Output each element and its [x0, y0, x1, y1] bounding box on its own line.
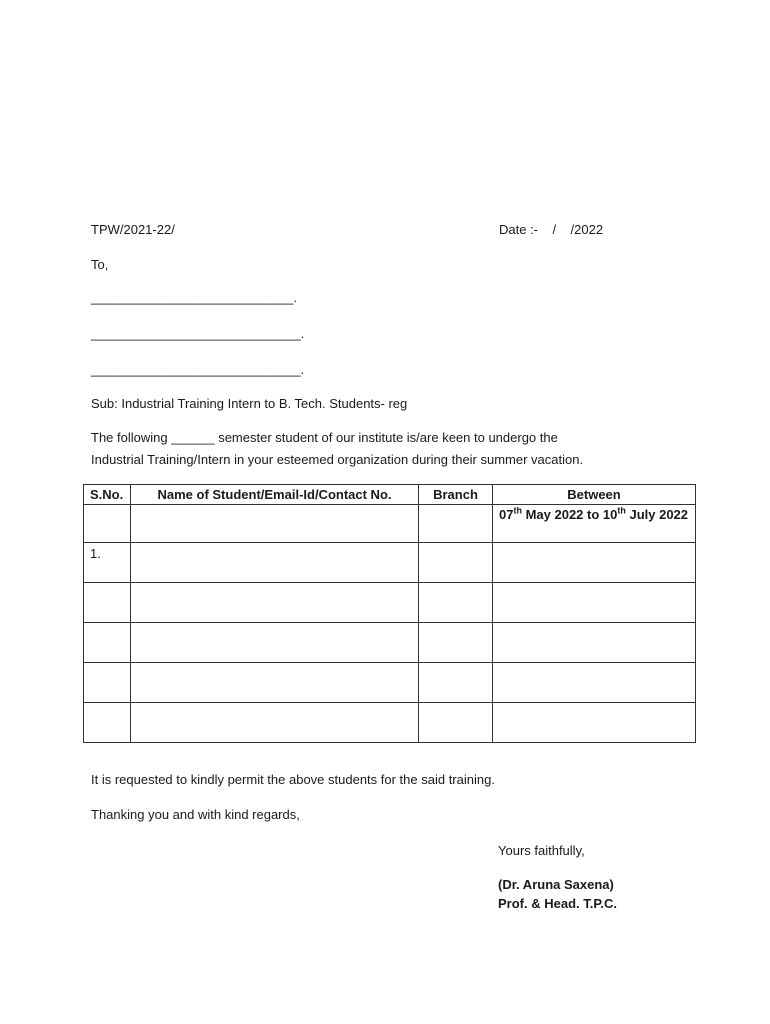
table-cell	[131, 505, 419, 543]
salutation: To,	[91, 257, 109, 272]
body-text-line-2: Industrial Training/Intern in your esteemed organization during their summer vacation.	[91, 452, 584, 467]
table-cell	[131, 703, 419, 743]
address-line-1: ____________________________.	[91, 290, 298, 305]
table-cell	[419, 623, 493, 663]
header-sno: S.No.	[84, 485, 131, 505]
table-cell	[493, 623, 696, 663]
closing-line: Thanking you and with kind regards,	[91, 807, 300, 822]
header-branch: Branch	[419, 485, 493, 505]
table-cell	[493, 703, 696, 743]
body-text-line-1: The following ______ semester student of our institute is/are keen to undergo the	[91, 430, 558, 445]
table-cell	[131, 663, 419, 703]
header-student-details: Name of Student/Email-Id/Contact No.	[131, 485, 419, 505]
row-sno	[84, 703, 131, 743]
reference-number: TPW/2021-22/	[91, 222, 175, 237]
table-cell	[493, 663, 696, 703]
period-middle: May 2022 to 10	[521, 507, 618, 522]
table-cell	[131, 543, 419, 583]
period-end: July 2022	[625, 507, 689, 522]
table-row	[84, 543, 696, 583]
table-row	[84, 583, 696, 623]
table-row	[84, 663, 696, 703]
request-line: It is requested to kindly permit the above students for the said training.	[91, 772, 495, 787]
training-period	[493, 505, 696, 543]
signatory-title: Prof. & Head. T.P.C.	[498, 896, 617, 911]
row-sno: 1.	[84, 543, 131, 583]
period-start-suffix: th	[513, 505, 522, 516]
table-header-row	[84, 485, 696, 505]
date-line: Date :- / /2022	[499, 222, 604, 237]
table-row	[84, 623, 696, 663]
table-cell	[131, 583, 419, 623]
table-period-row	[84, 505, 696, 543]
table-cell	[84, 505, 131, 543]
table-cell	[131, 623, 419, 663]
table-cell	[419, 583, 493, 623]
table-row	[84, 703, 696, 743]
address-line-3: _____________________________.	[91, 362, 305, 377]
table-cell	[419, 543, 493, 583]
header-between: Between	[493, 485, 696, 505]
table-cell	[493, 583, 696, 623]
address-line-2: _____________________________.	[91, 326, 305, 341]
table-cell	[419, 663, 493, 703]
row-sno	[84, 583, 131, 623]
table-cell	[419, 505, 493, 543]
period-end-suffix: th	[617, 505, 626, 516]
table-cell	[493, 543, 696, 583]
subject-line: Sub: Industrial Training Intern to B. Tech. Students- reg	[91, 396, 408, 411]
period-start-day: 07	[499, 507, 514, 522]
row-sno	[84, 663, 131, 703]
table-cell	[419, 703, 493, 743]
student-table	[83, 484, 696, 743]
signatory-name: (Dr. Aruna Saxena)	[498, 877, 614, 892]
sign-off: Yours faithfully,	[498, 843, 585, 858]
row-sno	[84, 623, 131, 663]
